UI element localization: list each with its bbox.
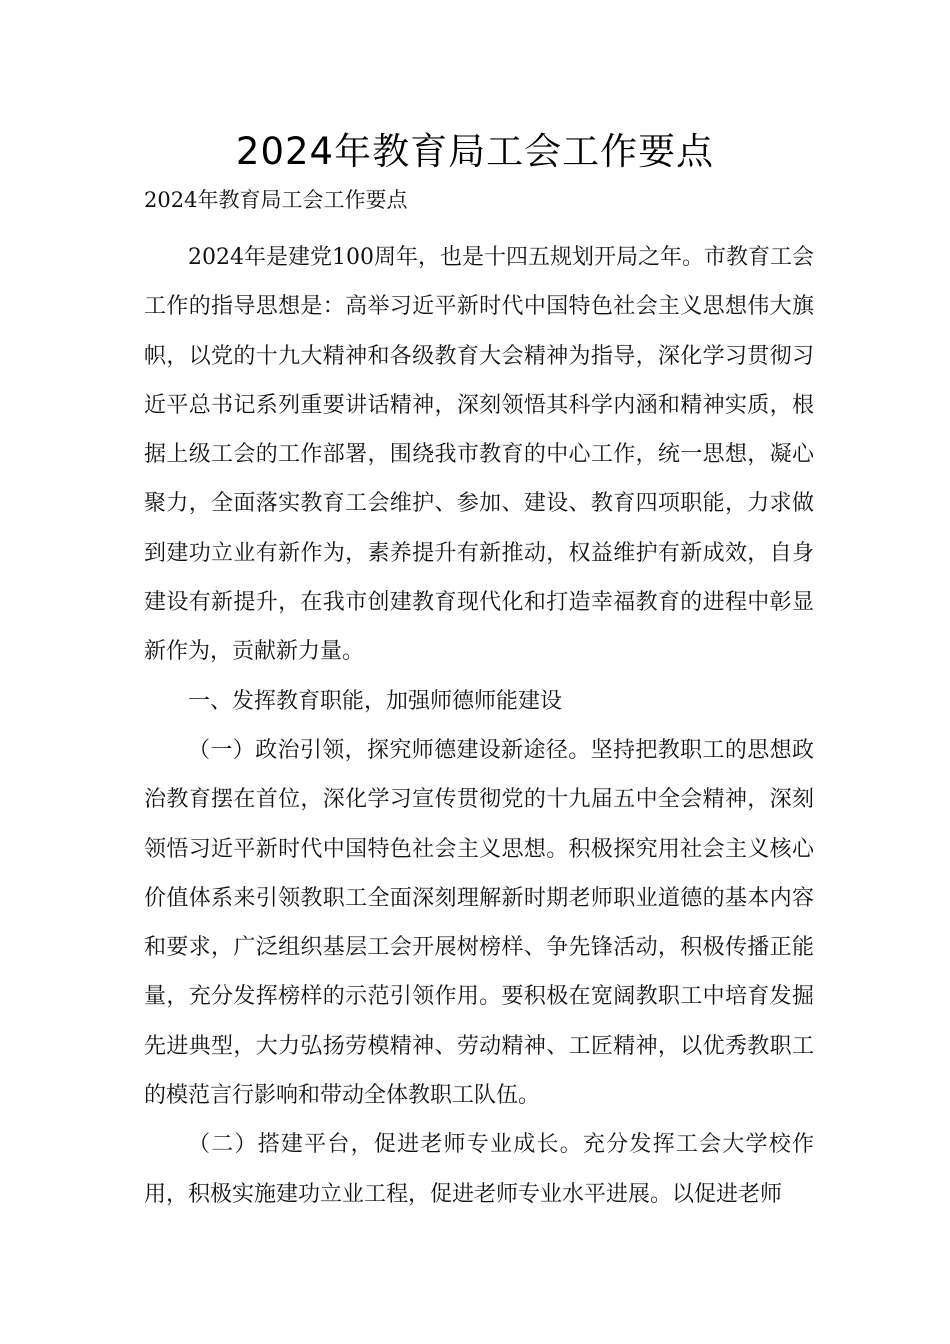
subsection-paragraph-1: （一）政治引领，探究师德建设新途径。坚持把教职工的思想政治教育摆在首位，深化学习宣传贯彻党的十九届五中全会精神，深刻领悟习近平新时代中国特色社会主义思想。积极探究用社会主义核心价值体系来引领教职工全面深刻理解新时期老师职业道德的基本内容和要求，广泛组织基层工会开展树榜样、争先锋活动，积极传播正能量，充分发挥榜样的示范引领作用。要积极在宽阔教职工中培育发掘先进典型，大力弘扬劳模精神、劳动精神、工匠精神，以优秀教职工的模范言行影响和带动全体教职工队伍。 <box>144 737 814 1109</box>
document-title: 2024年教育局工会工作要点 <box>235 130 715 173</box>
subsection-paragraph-2: （二）搭建平台，促进老师专业成长。充分发挥工会大学校作用，积极实施建功立业工程，促进老师专业水平进展。以促进老师 <box>144 1132 814 1207</box>
section-heading: 一、发挥教育职能，加强师德师能建设 <box>188 688 563 714</box>
intro-paragraph: 2024年是建党100周年，也是十四五规划开局之年。市教育工会工作的指导思想是：高举习近平新时代中国特色社会主义思想伟大旗帜，以党的十九大精神和各级教育大会精神为指导，深化学习贯彻习近平总书记系列重要讲话精神，深刻领悟其科学内涵和精神实质，根据上级工会的工作部署，围绕我市教育的中心工作，统一思想，凝心聚力，全面落实教育工会维护、参加、建设、教育四项职能，力求做到建功立业有新作为，素养提升有新推动，权益维护有新成效，自身建设有新提升，在我市创建教育现代化和打造幸福教育的进程中彰显新作为，贡献新力量。 <box>144 245 814 665</box>
document-subtitle: 2024年教育局工会工作要点 <box>144 188 408 212</box>
document-body <box>144 233 814 1219</box>
